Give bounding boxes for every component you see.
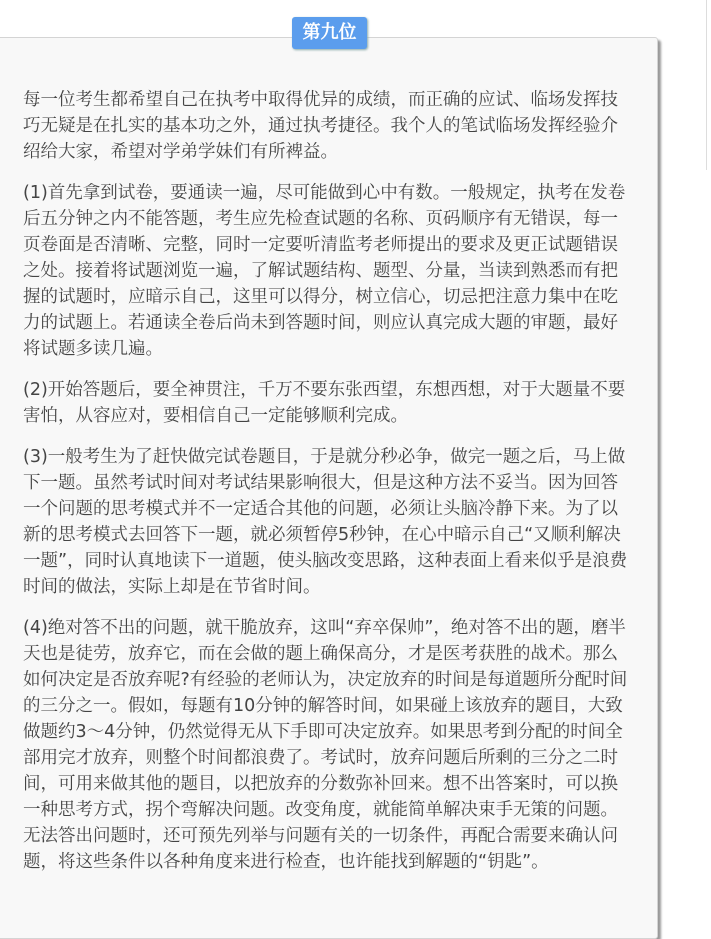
scrollbar-track <box>706 0 707 170</box>
paragraph-4: (4)绝对答不出的问题，就干脆放弃，这叫“弃卒保帅”，绝对答不出的题，磨半天也是徒劳，放弃它，而在会做的题上确保高分，才是医考获胜的战术。那么如何决定是否放弃呢?有经验的老师认为，决定放弃的时间是每道题所分配时间的三分之一。假如，每题有10分钟的解答时间，如果碰上该放弃的题目，大致做题约3～4分钟，仍然觉得无从下手即可决定放弃。如果思考到分配的时间全部用完才放弃，则整个时间都浪费了。考试时，放弃问题后所剩的三分之二时间，可用来做其他的题目，以把放弃的分数弥补回来。想不出答案时，可以换一种思考方式，拐个弯解决问题。改变角度，就能简单解决束手无策的问题。无法答出问题时，还可预先列举与问题有关的一切条件，再配合需要来确认问题，将这些条件以各种角度来进行检查，也许能找到解题的“钥匙”。 <box>23 618 628 872</box>
paragraph-3: (3)一般考生为了赶快做完试卷题目，于是就分秒必争，做完一题之后，马上做下一题。虽然考试时间对考试结果影响很大，但是这种方法不妥当。因为回答一个问题的思考模式并不一定适合其他的问题，必须让头脑冷静下来。为了以新的思考模式去回答下一题，就必须暂停5秒钟，在心中暗示自己“又顺利解决一题”，同时认真地读下一道题，使头脑改变思路，这种表面上看来似乎是浪费时间的做法，实际上却是在节省时间。 <box>23 447 628 597</box>
article-content <box>23 87 629 890</box>
paragraph-2: (2)开始答题后，要全神贯注，千万不要东张西望，东想西想，对于大题量不要害怕，从容应对，要相信自己一定能够顺利完成。 <box>23 380 626 426</box>
section-badge: 第九位 <box>292 17 367 49</box>
paragraph-1: (1)首先拿到试卷，要通读一遍，尽可能做到心中有数。一般规定，执考在发卷后五分钟之内不能答题，考生应先检查试题的名称、页码顺序有无错误，每一页卷面是否清晰、完整，同时一定要听清监考老师提出的要求及更正试题错误之处。接着将试题浏览一遍，了解试题结构、题型、分量，当读到熟悉而有把握的试题时，应暗示自己，这里可以得分，树立信心，切忌把注意力集中在吃力的试题上。若通读全卷后尚未到答题时间，则应认真完成大题的审题，最好将试题多读几遍。 <box>23 183 626 359</box>
paragraph-intro: 每一位考生都希望自己在执考中取得优异的成绩，而正确的应试、临场发挥技巧无疑是在扎实的基本功之外，通过执考捷径。我个人的笔试临场发挥经验介绍给大家，希望对学弟学妹们有所裨益。 <box>23 90 618 162</box>
